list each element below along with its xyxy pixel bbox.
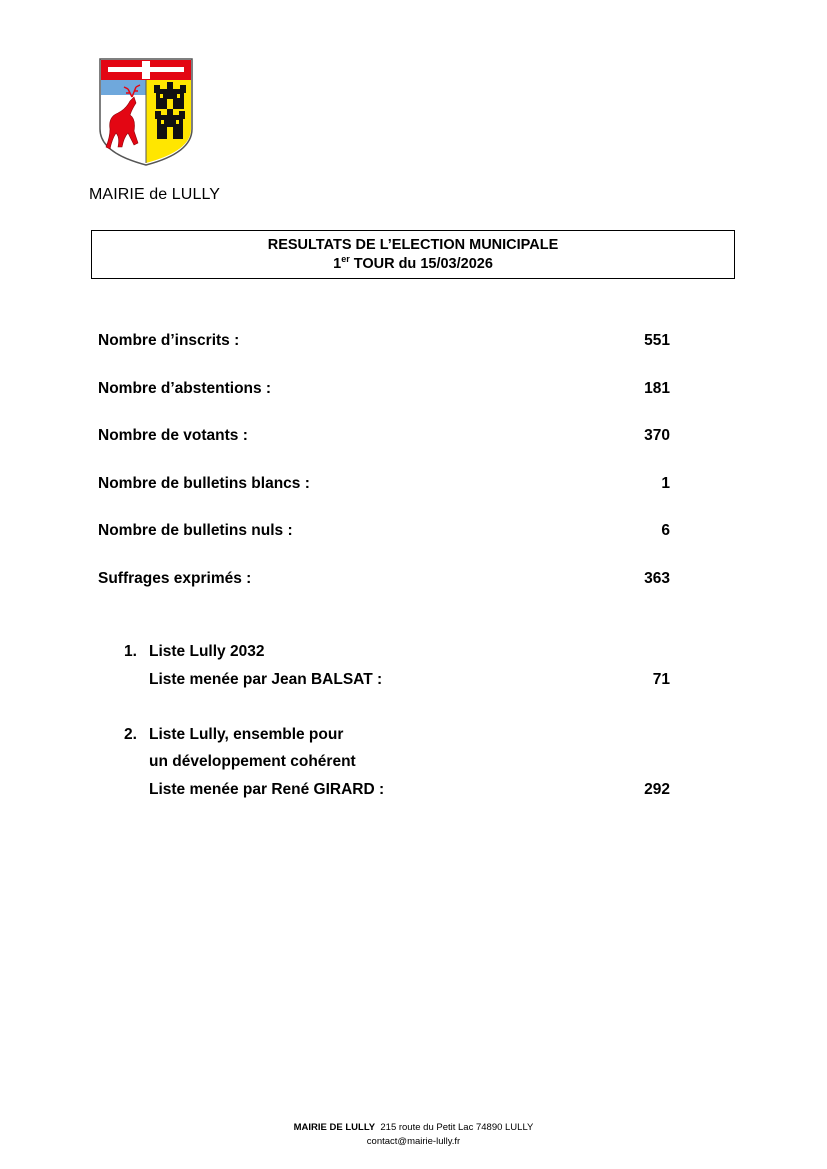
stat-inscrits (98, 330, 670, 378)
stat-value: 551 (644, 332, 670, 349)
tour-number: 1 (333, 256, 342, 272)
candidate-lists (124, 638, 670, 831)
stat-label: Nombre de bulletins nuls : (98, 522, 293, 539)
stat-nuls (98, 520, 670, 568)
list-name: un développement cohérent (149, 753, 356, 770)
stat-value: 181 (644, 379, 670, 397)
stat-votants (98, 425, 670, 473)
list-item (124, 638, 670, 693)
footer-email: contact@mairie-lully.fr (366, 1136, 461, 1147)
tour-date (92, 255, 734, 274)
stat-label: Nombre d’inscrits : (98, 332, 240, 349)
list-leader: Liste menée par René GIRARD : (149, 780, 385, 798)
stat-abstentions (98, 378, 670, 426)
footer (0, 1121, 827, 1149)
stat-label: Nombre de bulletins blancs : (98, 474, 310, 492)
list-leader: Liste menée par Jean BALSAT : (149, 670, 383, 688)
results-title-box (91, 230, 735, 279)
stat-value: 363 (644, 569, 670, 587)
list-votes: 292 (644, 780, 670, 798)
stat-blancs (98, 473, 670, 521)
stat-label: Nombre d’abstentions : (98, 379, 272, 397)
list-votes: 71 (652, 670, 670, 688)
results-title: RESULTATS DE L’ELECTION MUNICIPALE (267, 237, 559, 253)
stat-value: 6 (661, 522, 670, 539)
stat-label: Suffrages exprimés : (98, 569, 252, 587)
list-number: 2. (124, 725, 137, 743)
coat-of-arms-icon (98, 57, 194, 167)
mairie-title: MAIRIE de LULLY (89, 186, 221, 203)
list-number: 1. (124, 643, 137, 660)
stat-exprimes (98, 568, 670, 616)
stat-value: 370 (644, 427, 670, 444)
list-name: Liste Lully 2032 (149, 643, 265, 660)
footer-name: MAIRIE DE LULLY (293, 1122, 376, 1133)
list-item (124, 721, 670, 804)
stats-list (98, 330, 670, 615)
list-name: Liste Lully, ensemble pour (149, 725, 344, 743)
footer-address: 215 route du Petit Lac 74890 LULLY (380, 1122, 534, 1133)
stat-value: 1 (661, 474, 670, 492)
tour-suffix: er (341, 254, 350, 264)
tour-rest: TOUR du 15/03/2026 (349, 256, 493, 272)
stat-label: Nombre de votants : (98, 427, 248, 444)
